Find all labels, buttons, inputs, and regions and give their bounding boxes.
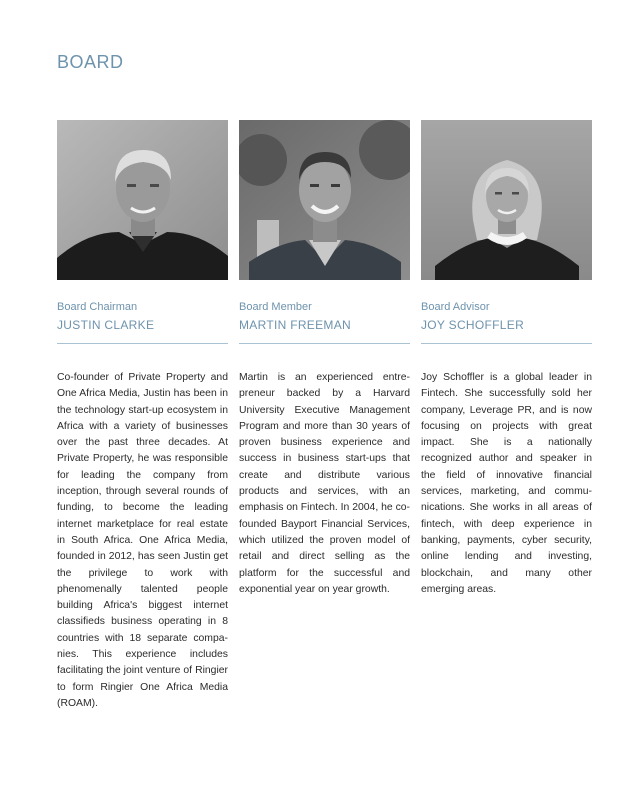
divider — [239, 343, 410, 344]
portrait-photo — [57, 120, 228, 280]
page-title: BOARD — [57, 52, 124, 72]
divider — [421, 343, 592, 344]
member-role: Board Member — [239, 301, 312, 313]
portrait-joy-schoffler — [421, 120, 592, 280]
board-member-card — [239, 120, 410, 598]
member-bio: Co-founder of Private Property and One Africa Media, Justin has been in the technology start-up ecosystem in Africa with a variety of businesses over the past three decades. At Private Property, he was responsible for leading the company from inception, through several rounds of funding, to become the leading internet marketplace for real estate in South Africa. One Africa Media, founded in 2012, has seen Justin get the privilege to work with phenomenally talented people building Africa's biggest internet classifieds business operating in 8 countries with 18 separate companies. This experience includes facilitating the joint venture of Ringier to form Ringier One Africa Media (ROAM). — [57, 372, 228, 709]
member-bio: Joy Schoffler is a global leader in Fintech. She successfully sold her company, Leverage PR, and is now focusing on projects with great impact. She is a nationally recognized author and speaker in the field of innovative financial services, marketing, and communications. She works in all areas of fintech, with deep experience in banking, payments, cyber security, online lending and investing, blockchain, and many other emerging areas. — [421, 372, 592, 595]
divider — [57, 343, 228, 344]
member-role: Board Advisor — [421, 301, 490, 313]
board-member-card — [57, 120, 228, 712]
member-name: MARTIN FREEMAN — [239, 318, 351, 332]
portrait-martin-freeman — [239, 120, 410, 280]
member-role: Board Chairman — [57, 301, 138, 313]
board-member-card — [421, 120, 592, 598]
member-name: JOY SCHOFFLER — [421, 318, 525, 332]
member-bio: Martin is an experienced entrepreneur backed by a Harvard University Executive Management Program and more than 30 years of proven business experience and success in business start-ups that create and distribute various products and services, with an emphasis on Fintech. In 2004, he co-founded Bayport Financial Services, which utilized the proven model of retail and direct selling as the platform for the successful and exponential year on year growth. — [239, 372, 410, 595]
portrait-justin-clarke — [57, 120, 228, 280]
member-name: JUSTIN CLARKE — [57, 318, 155, 332]
portrait-photo — [239, 120, 410, 280]
portrait-photo — [421, 120, 592, 280]
